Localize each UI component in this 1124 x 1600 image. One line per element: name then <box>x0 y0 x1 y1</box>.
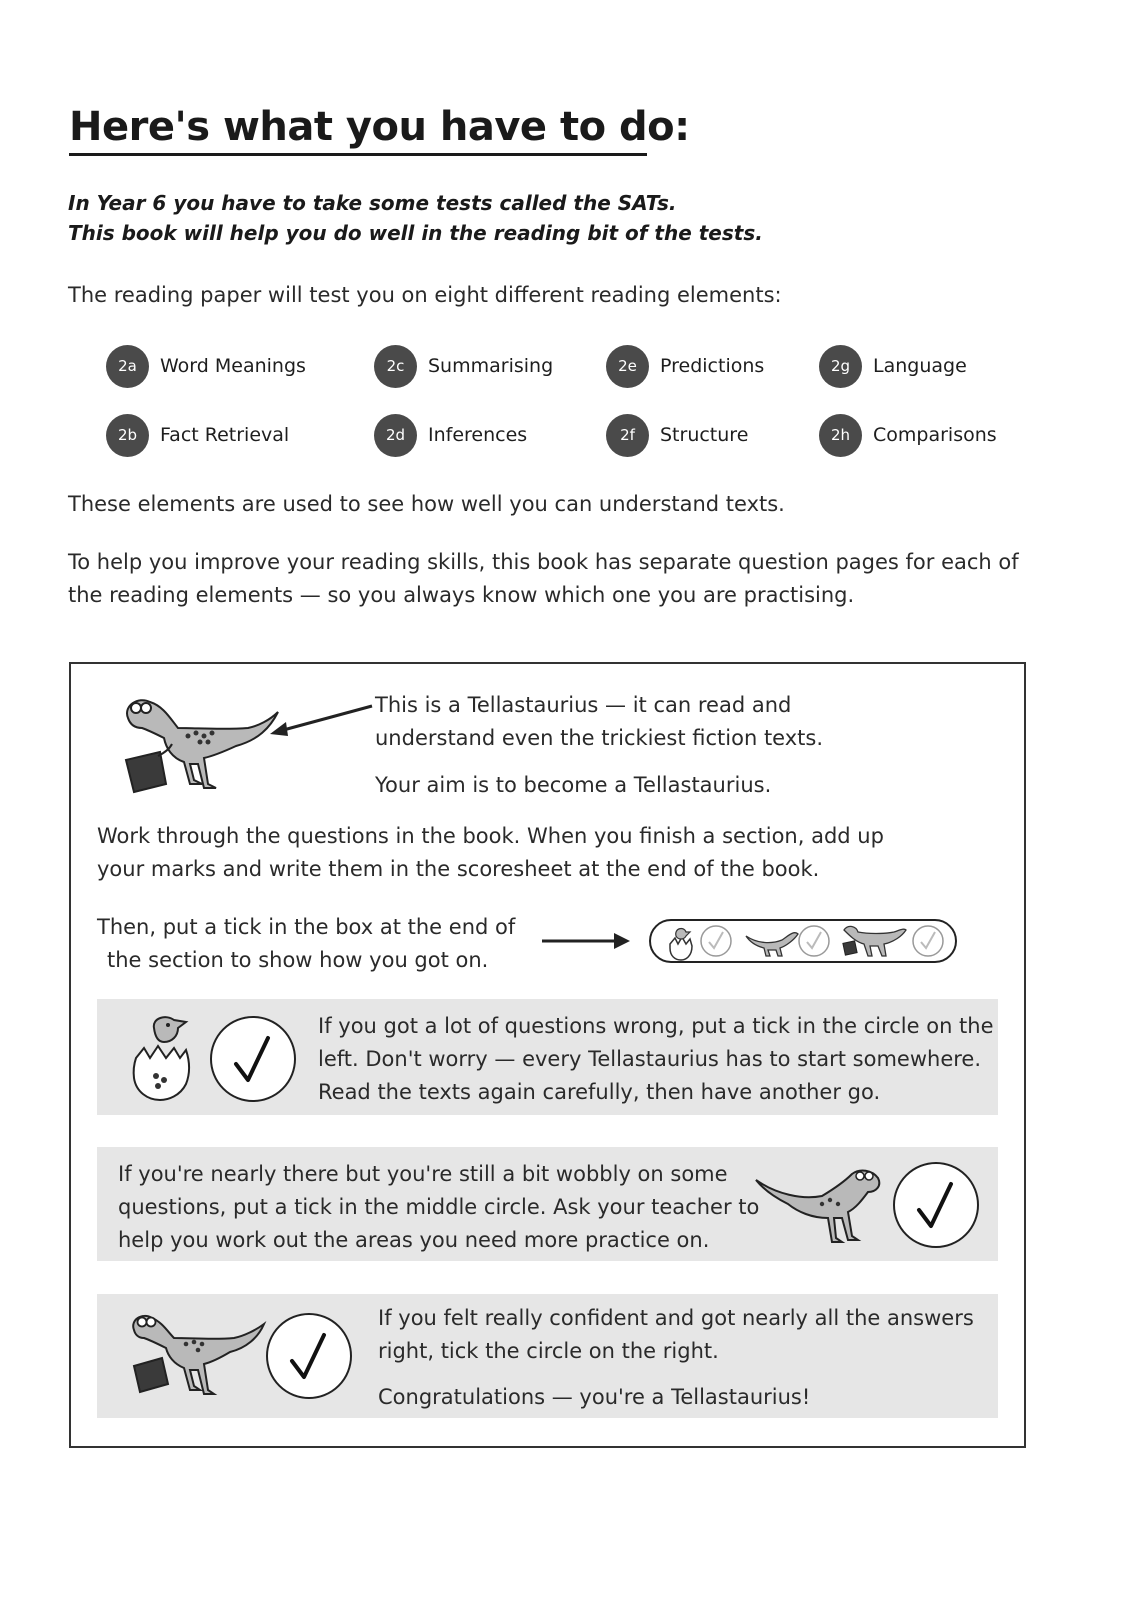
aim-text: Your aim is to become a Tellastaurius. <box>375 773 772 797</box>
element-badge: 2d <box>374 414 417 457</box>
improve-text <box>68 546 1019 612</box>
wrong-line-2: left. Don't worry — every Tellastaurius has to start somewhere. <box>318 1047 982 1071</box>
tick-circle-right[interactable] <box>266 1313 352 1399</box>
understand-text: These elements are used to see how well you can understand texts. <box>68 492 785 516</box>
confident-line-1: If you felt really confident and got nearly all the answers <box>378 1306 974 1330</box>
element-badge: 2e <box>606 345 649 388</box>
page-title: Here's what you have to do: <box>69 104 690 150</box>
score-tick-bar <box>648 918 958 964</box>
element-2b <box>106 413 289 457</box>
wrong-text <box>318 1010 994 1109</box>
element-badge: 2a <box>106 345 149 388</box>
element-2h <box>819 413 997 457</box>
tellastaurius-text <box>375 689 823 755</box>
nearly-text <box>118 1158 759 1257</box>
element-label: Fact Retrieval <box>160 424 290 446</box>
improve-line-2: the reading elements — so you always know which one you are practising. <box>68 583 855 607</box>
tick-circle-middle[interactable] <box>893 1162 979 1248</box>
element-label: Predictions <box>660 355 765 377</box>
egg-dino-icon <box>128 1014 198 1102</box>
tellastaurius-icon <box>108 688 288 796</box>
element-label: Language <box>873 355 967 377</box>
nearly-line-1: If you're nearly there but you're still a bit wobbly on some <box>118 1162 728 1186</box>
element-2e <box>606 344 764 388</box>
element-label: Summarising <box>428 355 554 377</box>
element-2d <box>374 413 527 457</box>
then-tick-text <box>97 911 515 977</box>
element-badge: 2c <box>374 345 417 388</box>
element-badge: 2h <box>819 414 862 457</box>
young-dino-icon <box>752 1160 888 1248</box>
title-underline <box>69 153 647 156</box>
arrow-right-icon <box>540 930 632 952</box>
element-label: Structure <box>660 424 749 446</box>
intro-line-1: In Year 6 you have to take some tests called the SATs. <box>68 191 677 215</box>
wrong-line-1: If you got a lot of questions wrong, put a tick in the circle on the <box>318 1014 994 1038</box>
intro-text <box>68 188 763 248</box>
then-tick-line-2: the section to show how you got on. <box>107 948 489 972</box>
element-badge: 2b <box>106 414 149 457</box>
tick-circle-left[interactable] <box>210 1016 296 1102</box>
element-2c <box>374 344 553 388</box>
confident-line-2: right, tick the circle on the right. <box>378 1339 719 1363</box>
nearly-line-2: questions, put a tick in the middle circle. Ask your teacher to <box>118 1195 760 1219</box>
confident-text <box>378 1302 974 1368</box>
improve-line-1: To help you improve your reading skills, this book has separate question pages for each of <box>68 550 1019 574</box>
element-label: Inferences <box>428 424 528 446</box>
paper-text: The reading paper will test you on eight different reading elements: <box>68 283 782 307</box>
tellastaurius-line-2: understand even the trickiest fiction texts. <box>375 726 824 750</box>
tellastaurius-line-1: This is a Tellastaurius — it can read and <box>375 693 792 717</box>
congrats-text: Congratulations — you're a Tellastaurius! <box>378 1385 811 1409</box>
element-label: Word Meanings <box>160 355 306 377</box>
element-2g <box>819 344 967 388</box>
tick-icon <box>895 1164 977 1246</box>
element-2f <box>606 413 748 457</box>
work-through-line-1: Work through the questions in the book. When you finish a section, add up <box>97 824 884 848</box>
element-label: Comparisons <box>873 424 997 446</box>
element-badge: 2f <box>606 414 649 457</box>
then-tick-line-1: Then, put a tick in the box at the end of <box>97 915 516 939</box>
nearly-line-3: help you work out the areas you need more practice on. <box>118 1228 710 1252</box>
wrong-line-3: Read the texts again carefully, then have another go. <box>318 1080 881 1104</box>
element-badge: 2g <box>819 345 862 388</box>
work-through-line-2: your marks and write them in the scoresheet at the end of the book. <box>97 857 820 881</box>
arrow-icon <box>268 700 376 740</box>
tellastaurius-icon <box>122 1308 272 1400</box>
tick-icon <box>268 1315 350 1397</box>
work-through-text <box>97 820 884 886</box>
intro-line-2: This book will help you do well in the reading bit of the tests. <box>68 221 763 245</box>
element-2a <box>106 344 306 388</box>
tick-icon <box>212 1018 294 1100</box>
